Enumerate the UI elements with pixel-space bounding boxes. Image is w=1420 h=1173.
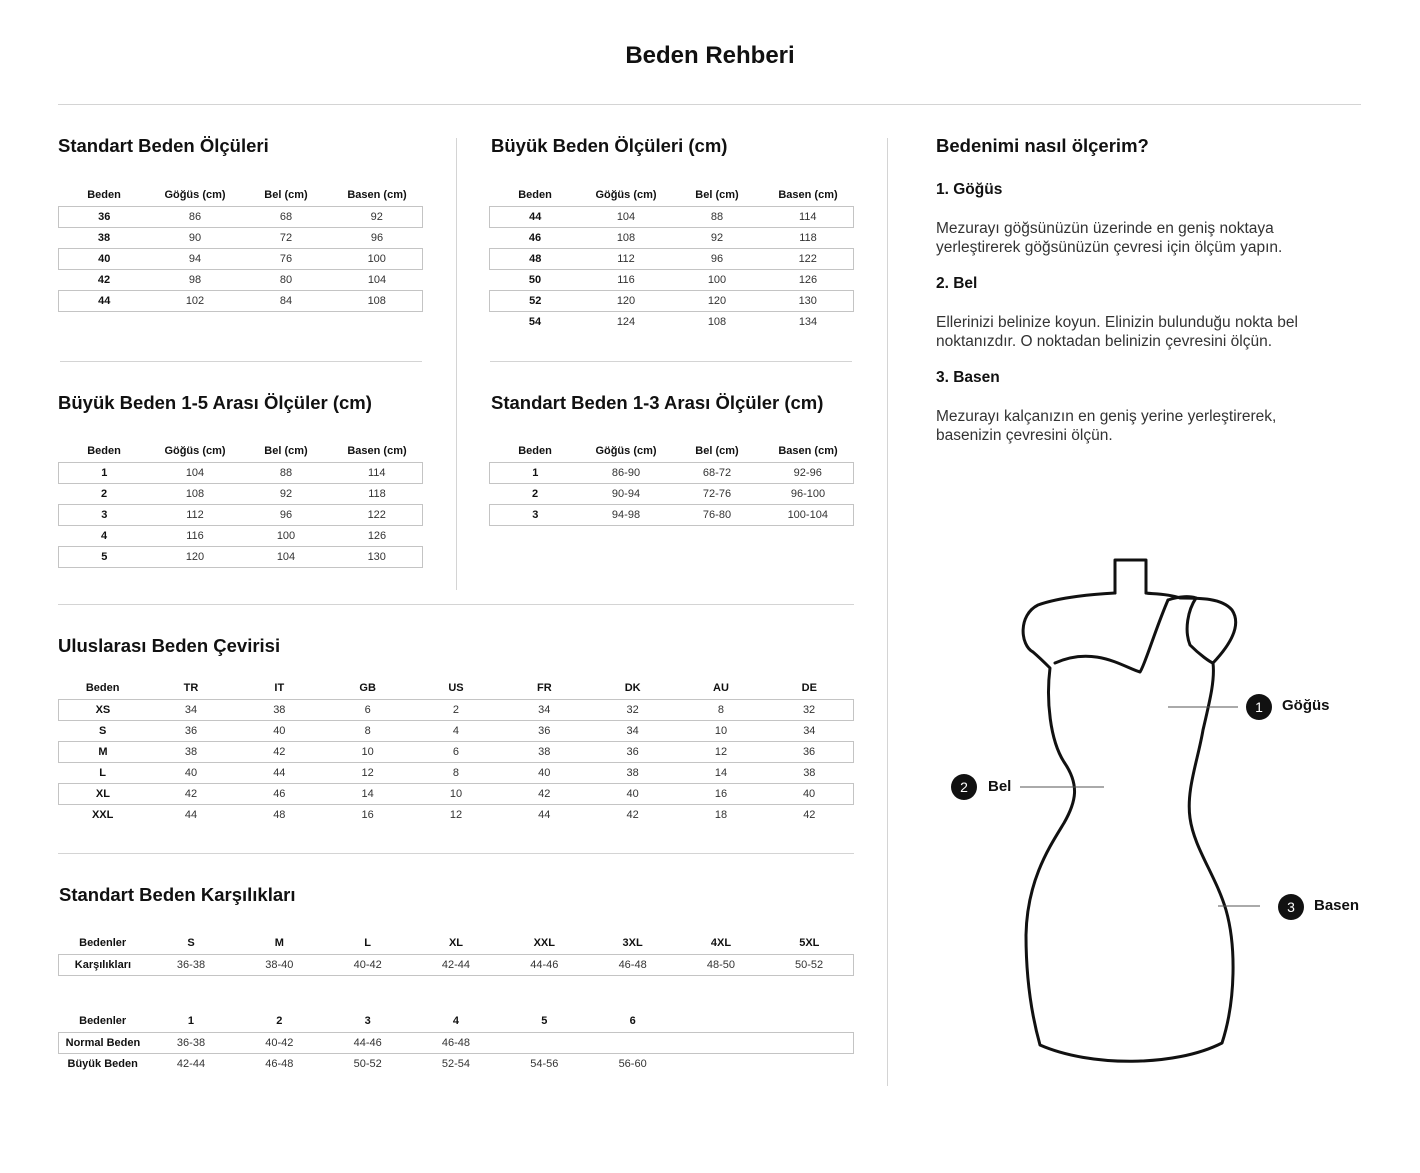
- intl-conversion-table: [58, 677, 854, 825]
- row-label: 2: [531, 488, 539, 500]
- column-header: Beden: [518, 189, 552, 201]
- table-cell: 118: [799, 232, 817, 244]
- column-header: DE: [801, 682, 817, 694]
- table-cell: 42: [500, 784, 588, 805]
- table-cell: 116: [186, 530, 204, 542]
- guide-title: Bedenimi nasıl ölçerim?: [936, 135, 1149, 156]
- table-cell: 104: [367, 274, 387, 286]
- row-label: 48: [490, 249, 581, 270]
- table-cell: 108: [185, 488, 205, 500]
- guide-step-text: Mezurayı kalçanızın en geniş yerine yerleştirerek, basenizin çevresini ölçün.: [936, 408, 1277, 444]
- table-header-row: [59, 1010, 854, 1033]
- table-cell: 56-60: [618, 1058, 647, 1070]
- column-header: IT: [274, 682, 285, 694]
- large-1-5-table: [58, 440, 423, 568]
- table-cell: 32: [588, 700, 676, 721]
- table-cell: [500, 1033, 588, 1054]
- table-cell: 90-94: [611, 488, 641, 500]
- table-row: [59, 763, 854, 784]
- column-header: Basen (cm): [347, 445, 407, 457]
- column-header: Bedenler: [79, 1015, 127, 1027]
- table-row: [490, 270, 854, 291]
- table-cell: 108: [332, 291, 423, 312]
- row-label: 1: [59, 463, 150, 484]
- row-label: 36: [59, 207, 150, 228]
- column-header: Bel (cm): [264, 445, 308, 457]
- row-label: 1: [490, 463, 581, 484]
- table-cell: 104: [241, 547, 332, 568]
- column-header: [765, 1010, 853, 1033]
- page-title: Beden Rehberi: [625, 42, 795, 69]
- column-header: DK: [624, 682, 641, 694]
- row-label: Normal Beden: [59, 1033, 147, 1054]
- table-cell: 12: [449, 809, 463, 821]
- column-header: 2: [276, 1015, 283, 1027]
- equivalents-title: Standart Beden Karşılıkları: [59, 884, 296, 905]
- table-cell: 108: [616, 232, 636, 244]
- table-cell: 32: [765, 700, 853, 721]
- row-label: 54: [528, 316, 542, 328]
- table-cell: 10: [412, 784, 500, 805]
- column-header: AU: [713, 682, 729, 694]
- table-cell: 6: [323, 700, 411, 721]
- table-cell: 96-100: [790, 488, 826, 500]
- table-row: [490, 505, 854, 526]
- column-header: GB: [359, 682, 376, 694]
- equivalents-table-letters: [58, 932, 854, 976]
- table-row: [59, 463, 423, 484]
- guide-step-text: Ellerinizi belinize koyun. Elinizin bulunduğu nokta bel noktanızdır. O noktadan belinizin çevresini ölçün.: [936, 314, 1298, 350]
- table-cell: 16: [677, 784, 765, 805]
- table-cell: 34: [500, 700, 588, 721]
- column-header: Basen (cm): [778, 189, 838, 201]
- row-label: 2: [100, 488, 108, 500]
- table-cell: 114: [332, 463, 423, 484]
- large-1-5-title: Büyük Beden 1-5 Arası Ölçüler (cm): [58, 392, 372, 413]
- row-label: M: [59, 742, 147, 763]
- table-cell: 4: [452, 725, 460, 737]
- marker-label-hips: Basen: [1314, 897, 1360, 914]
- table-cell: 40: [273, 725, 286, 737]
- standard-1-3-table: [489, 440, 854, 526]
- column-header: Bel (cm): [264, 189, 308, 201]
- table-header-row: [59, 677, 854, 700]
- table-cell: 86-90: [581, 463, 672, 484]
- table-cell: 46-48: [412, 1033, 500, 1054]
- column-header: Göğüs (cm): [595, 445, 657, 457]
- table-cell: 14: [323, 784, 411, 805]
- column-header: 1: [187, 1015, 195, 1027]
- table-row: [59, 526, 423, 547]
- table-cell: 122: [332, 505, 423, 526]
- large-sizes-title: Büyük Beden Ölçüleri (cm): [491, 135, 728, 156]
- table-row: [59, 784, 854, 805]
- divider: [60, 361, 422, 362]
- table-cell: [677, 1054, 765, 1075]
- table-cell: 104: [150, 463, 241, 484]
- table-row: [490, 249, 854, 270]
- table-row: [490, 312, 854, 333]
- table-cell: 90: [188, 232, 202, 244]
- column-header: 4: [452, 1015, 460, 1027]
- table-cell: 42-44: [176, 1058, 206, 1070]
- table-cell: 96: [241, 505, 332, 526]
- table-row: [59, 505, 423, 526]
- row-label: 3: [59, 505, 150, 526]
- column-header: US: [448, 682, 464, 694]
- table-header-row: [59, 932, 854, 955]
- table-cell: 34: [803, 725, 816, 737]
- table-cell: 10: [714, 725, 728, 737]
- row-label: 50: [528, 274, 542, 286]
- table-cell: 88: [241, 463, 332, 484]
- guide-step-heading: 1. Göğüs: [936, 181, 1003, 198]
- table-cell: 54-56: [530, 1058, 559, 1070]
- table-header-row: [490, 440, 854, 463]
- row-label: 44: [490, 207, 581, 228]
- column-header: Basen (cm): [347, 189, 407, 201]
- table-row: [490, 228, 854, 249]
- table-cell: 68: [241, 207, 332, 228]
- column-header: XL: [448, 937, 463, 949]
- table-cell: 44-46: [323, 1033, 411, 1054]
- row-label: 42: [97, 274, 111, 286]
- table-cell: 2: [412, 700, 500, 721]
- table-cell: 112: [150, 505, 241, 526]
- table-cell: 14: [714, 767, 728, 779]
- table-cell: 96: [672, 249, 763, 270]
- table-cell: 88: [672, 207, 763, 228]
- marker-3: 3: [1278, 894, 1304, 920]
- table-cell: 42: [803, 809, 816, 821]
- table-cell: 86: [150, 207, 241, 228]
- table-cell: 100: [332, 249, 423, 270]
- row-label: XS: [59, 700, 147, 721]
- equivalents-table-numbers: [58, 1010, 854, 1074]
- table-cell: 100-104: [763, 505, 854, 526]
- column-header: Basen (cm): [778, 445, 838, 457]
- table-cell: 6: [412, 742, 500, 763]
- table-row: [59, 547, 423, 568]
- table-cell: 112: [581, 249, 672, 270]
- column-header: 3XL: [622, 937, 643, 949]
- table-row: [59, 270, 423, 291]
- row-label: 44: [59, 291, 150, 312]
- guide-step-heading: 2. Bel: [936, 275, 978, 292]
- table-cell: 40: [765, 784, 853, 805]
- table-cell: 8: [677, 700, 765, 721]
- divider: [58, 604, 854, 605]
- table-cell: 44-46: [500, 955, 588, 976]
- row-label: Karşılıkları: [59, 955, 147, 976]
- table-cell: 120: [672, 291, 763, 312]
- table-cell: 102: [150, 291, 241, 312]
- table-cell: 36: [588, 742, 676, 763]
- column-divider-left: [456, 138, 457, 590]
- table-row: [59, 955, 854, 976]
- table-cell: 72: [279, 232, 293, 244]
- column-header: [677, 1010, 765, 1033]
- standard-sizes-table: [58, 184, 423, 312]
- table-cell: 98: [188, 274, 202, 286]
- standard-1-3-title: Standart Beden 1-3 Arası Ölçüler (cm): [491, 392, 824, 413]
- table-cell: 34: [147, 700, 235, 721]
- column-header: XXL: [533, 937, 555, 949]
- marker-1: 1: [1246, 694, 1272, 720]
- table-cell: 48: [273, 809, 286, 821]
- table-cell: 12: [677, 742, 765, 763]
- row-label: Büyük Beden: [67, 1058, 138, 1070]
- table-header-row: [59, 184, 423, 207]
- table-cell: 38: [235, 700, 323, 721]
- table-cell: 134: [798, 316, 818, 328]
- table-cell: 50-52: [353, 1058, 382, 1070]
- column-header: Beden: [518, 445, 552, 457]
- column-header: M: [274, 937, 284, 949]
- table-cell: 42: [626, 809, 639, 821]
- column-header: Göğüs (cm): [164, 445, 226, 457]
- table-header-row: [59, 440, 423, 463]
- table-cell: 40-42: [235, 1033, 323, 1054]
- table-cell: 68-72: [672, 463, 763, 484]
- table-cell: 50-52: [765, 955, 853, 976]
- table-cell: 104: [581, 207, 672, 228]
- table-cell: 108: [707, 316, 727, 328]
- standard-sizes-title: Standart Beden Ölçüleri: [58, 135, 269, 156]
- table-cell: 48-50: [677, 955, 765, 976]
- table-row: [490, 291, 854, 312]
- table-cell: 94: [150, 249, 241, 270]
- intl-conversion-title: Uluslarası Beden Çevirisi: [58, 635, 281, 656]
- marker-2: 2: [951, 774, 977, 800]
- row-label: 38: [97, 232, 111, 244]
- table-cell: 46-48: [265, 1058, 294, 1070]
- column-header: 5XL: [799, 937, 820, 949]
- table-row: [59, 1033, 854, 1054]
- column-header: 5: [541, 1015, 548, 1027]
- marker-label-waist: Bel: [988, 778, 1012, 795]
- table-cell: 36: [184, 725, 198, 737]
- table-cell: 52-54: [441, 1058, 471, 1070]
- table-cell: 34: [626, 725, 639, 737]
- table-cell: 40: [538, 767, 551, 779]
- table-cell: 92: [279, 488, 293, 500]
- table-cell: [677, 1033, 765, 1054]
- table-row: [490, 207, 854, 228]
- row-label: 3: [490, 505, 581, 526]
- column-header: Beden: [87, 445, 121, 457]
- row-label: S: [98, 725, 107, 737]
- table-cell: 36-38: [147, 955, 235, 976]
- table-cell: 92: [710, 232, 724, 244]
- table-cell: [588, 1033, 676, 1054]
- table-cell: 40-42: [323, 955, 411, 976]
- column-divider-right: [887, 138, 888, 1086]
- table-row: [59, 1054, 854, 1075]
- table-cell: 120: [150, 547, 241, 568]
- column-header: Göğüs (cm): [595, 189, 657, 201]
- table-cell: 40: [588, 784, 676, 805]
- table-row: [59, 805, 854, 826]
- table-cell: 100: [276, 530, 296, 542]
- row-label: 46: [528, 232, 542, 244]
- table-row: [59, 249, 423, 270]
- table-row: [59, 700, 854, 721]
- table-cell: 38: [626, 767, 639, 779]
- table-cell: 84: [241, 291, 332, 312]
- table-cell: 46-48: [588, 955, 676, 976]
- table-cell: 38: [147, 742, 235, 763]
- table-row: [490, 484, 854, 505]
- table-cell: 116: [617, 274, 635, 286]
- table-cell: 44: [538, 809, 551, 821]
- column-header: Beden: [85, 682, 120, 694]
- table-cell: 16: [361, 809, 374, 821]
- table-cell: 124: [616, 316, 636, 328]
- table-cell: 42-44: [412, 955, 500, 976]
- table-cell: 44: [273, 767, 286, 779]
- table-cell: 38: [500, 742, 588, 763]
- row-label: 52: [490, 291, 581, 312]
- column-header: TR: [183, 682, 199, 694]
- table-cell: 42: [147, 784, 235, 805]
- row-label: L: [99, 767, 107, 779]
- table-cell: 18: [714, 809, 728, 821]
- table-cell: 40: [184, 767, 198, 779]
- large-sizes-table: [489, 184, 854, 332]
- table-cell: 130: [763, 291, 854, 312]
- table-row: [59, 484, 423, 505]
- column-header: 3: [364, 1015, 371, 1027]
- table-cell: 8: [452, 767, 460, 779]
- table-cell: 36-38: [147, 1033, 235, 1054]
- table-cell: 114: [763, 207, 854, 228]
- table-cell: 126: [798, 274, 818, 286]
- table-cell: [765, 1054, 853, 1075]
- column-header: 4XL: [710, 937, 732, 949]
- table-cell: 38-40: [235, 955, 323, 976]
- table-cell: 10: [323, 742, 411, 763]
- table-cell: 42: [235, 742, 323, 763]
- table-cell: 38: [803, 767, 816, 779]
- header-divider: [58, 104, 1361, 105]
- table-cell: 76: [241, 249, 332, 270]
- row-label: 5: [59, 547, 150, 568]
- column-header: Bel (cm): [695, 445, 739, 457]
- column-header: Bel (cm): [695, 189, 739, 201]
- table-row: [59, 207, 423, 228]
- table-cell: 118: [368, 488, 386, 500]
- table-cell: 36: [765, 742, 853, 763]
- row-label: 40: [59, 249, 150, 270]
- divider: [58, 853, 854, 854]
- column-header: S: [187, 937, 195, 949]
- table-row: [59, 721, 854, 742]
- table-row: [59, 291, 423, 312]
- table-cell: 120: [581, 291, 672, 312]
- row-label: 4: [100, 530, 108, 542]
- column-header: L: [364, 937, 372, 949]
- column-header: Beden: [87, 189, 121, 201]
- column-header: FR: [536, 682, 552, 694]
- table-cell: 72-76: [702, 488, 732, 500]
- table-cell: 100: [707, 274, 727, 286]
- table-row: [490, 463, 854, 484]
- divider: [490, 361, 852, 362]
- table-row: [59, 228, 423, 249]
- table-cell: 92-96: [763, 463, 854, 484]
- marker-label-chest: Göğüs: [1282, 697, 1330, 714]
- column-header: Göğüs (cm): [164, 189, 226, 201]
- table-cell: 126: [367, 530, 387, 542]
- row-label: XXL: [91, 809, 114, 821]
- table-cell: 12: [361, 767, 374, 779]
- table-cell: 36: [538, 725, 551, 737]
- table-cell: 96: [370, 232, 384, 244]
- table-row: [59, 742, 854, 763]
- table-cell: 76-80: [672, 505, 763, 526]
- guide-step-text: Mezurayı göğsünüzün üzerinde en geniş noktaya yerleştirerek göğsünüzün çevresi için ölçüm yapın.: [936, 220, 1283, 256]
- guide-step-heading: 3. Basen: [936, 369, 1000, 386]
- table-cell: 94-98: [581, 505, 672, 526]
- column-header: Bedenler: [79, 937, 127, 949]
- table-cell: 130: [332, 547, 423, 568]
- table-cell: 46: [235, 784, 323, 805]
- table-header-row: [490, 184, 854, 207]
- table-cell: 92: [332, 207, 423, 228]
- column-header: 6: [629, 1015, 636, 1027]
- table-cell: 8: [364, 725, 371, 737]
- dress-form-illustration: [1000, 550, 1260, 1070]
- table-cell: [765, 1033, 853, 1054]
- table-cell: 122: [763, 249, 854, 270]
- table-cell: 44: [184, 809, 198, 821]
- row-label: XL: [59, 784, 147, 805]
- table-cell: 80: [279, 274, 293, 286]
